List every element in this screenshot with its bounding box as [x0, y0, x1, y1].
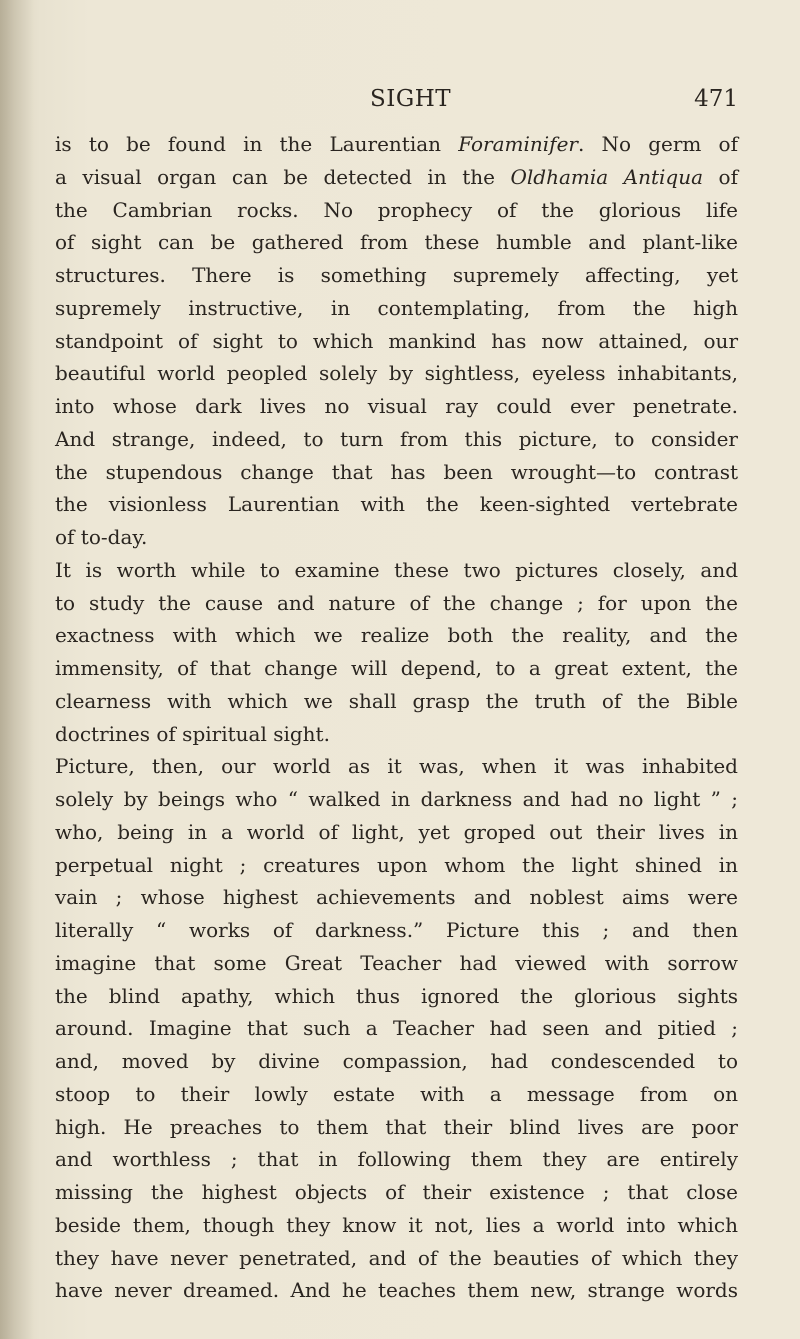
text-line: is to be found in the Laurentian Foraminifer. No germ of: [55, 132, 738, 156]
text-line: beside them, though they know it not, lies a world into which: [55, 1212, 738, 1237]
text-line: who, being in a world of light, yet groped out their lives in: [55, 819, 738, 844]
running-head: [0, 86, 800, 118]
text-line: a visual organ can be detected in the Oldhamia Antiqua of: [55, 164, 739, 189]
text-line: doctrines of spiritual sight.: [55, 721, 330, 746]
text-line: immensity, of that change will depend, to a great extent, the: [55, 656, 738, 680]
text-line: vain ; whose highest achievements and noblest aims were: [55, 885, 738, 910]
text-line: exactness with which we realize both the reality, and the: [55, 623, 738, 648]
body-text: [55, 128, 738, 1307]
text-line: stoop to their lowly estate with a message from on: [55, 1081, 738, 1106]
text-line: It is worth while to examine these two pictures closely, and: [55, 557, 738, 582]
text-line: into whose dark lives no visual ray could ever penetrate.: [55, 394, 738, 418]
text-line: high. He preaches to them that their blind lives are poor: [55, 1114, 738, 1139]
text-line: imagine that some Great Teacher had viewed with sorrow: [55, 950, 738, 975]
text-line: supremely instructive, in contemplating, from the high: [55, 295, 738, 320]
text-line: have never dreamed. And he teaches them new, strange words: [55, 1278, 738, 1303]
text-line: to study the cause and nature of the change ; for upon the: [55, 590, 738, 615]
text-line: perpetual night ; creatures upon whom the light shined in: [55, 852, 738, 877]
text-line: the blind apathy, which thus ignored the glorious sights: [55, 983, 738, 1008]
page-number: 471: [694, 86, 738, 112]
text-line: standpoint of sight to which mankind has now attained, our: [55, 328, 738, 353]
text-line: missing the highest objects of their existence ; that close: [55, 1180, 738, 1204]
text-line: and worthless ; that in following them they are entirely: [55, 1147, 738, 1172]
text-line: structures. There is something supremely affecting, yet: [55, 263, 738, 287]
text-line: the visionless Laurentian with the keen-sighted vertebrate: [55, 492, 738, 517]
text-line: of sight can be gathered from these humble and plant-like: [55, 230, 738, 255]
text-line: Picture, then, our world as it was, when it was inhabited: [55, 754, 738, 779]
text-line: they have never penetrated, and of the beauties of which they: [55, 1245, 738, 1270]
text-line: clearness with which we shall grasp the truth of the Bible: [55, 688, 738, 713]
text-line: around. Imagine that such a Teacher had seen and pitied ;: [55, 1016, 738, 1041]
text-line: the Cambrian rocks. No prophecy of the glorious life: [55, 197, 738, 222]
running-head-title: SIGHT: [370, 86, 452, 112]
gutter-shadow: [0, 0, 34, 1339]
text-line: solely by beings who “ walked in darkness and had no light ” ;: [55, 787, 738, 811]
text-line: the stupendous change that has been wrought—to contrast: [55, 459, 738, 484]
text-line: And strange, indeed, to turn from this picture, to consider: [55, 426, 738, 451]
text-line: of to-day.: [55, 525, 148, 549]
text-line: beautiful world peopled solely by sightless, eyeless inhabitants,: [55, 361, 738, 386]
text-line: and, moved by divine compassion, had condescended to: [55, 1049, 738, 1073]
text-line: literally “ works of darkness.” Picture this ; and then: [55, 918, 738, 942]
